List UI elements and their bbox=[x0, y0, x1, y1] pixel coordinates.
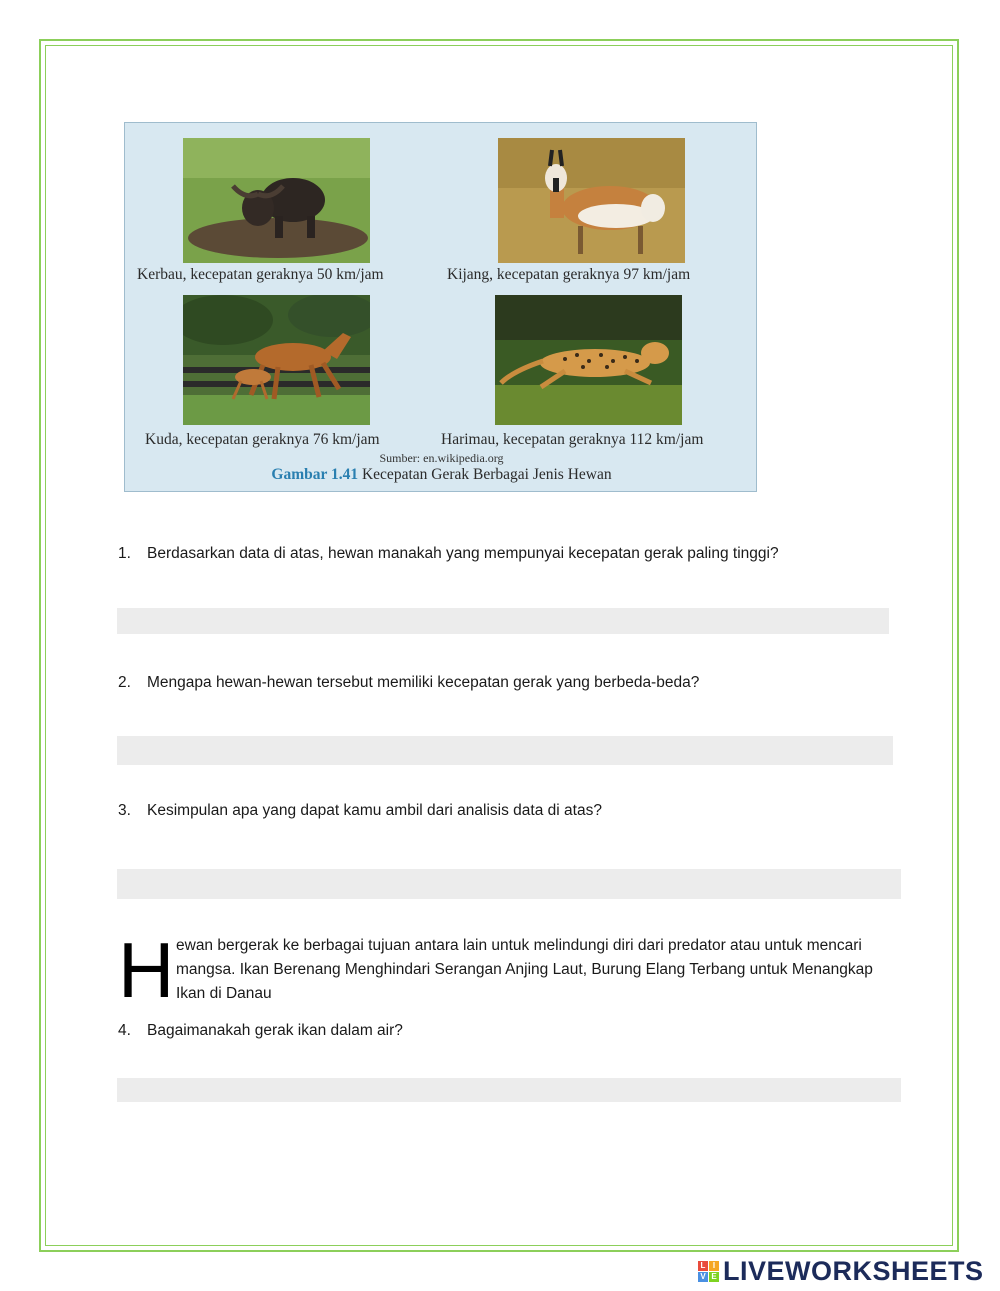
question-text: Kesimpulan apa yang dapat kamu ambil dari analisis data di atas? bbox=[147, 802, 602, 819]
brand-text: LIVEWORKSHEETS bbox=[723, 1255, 984, 1286]
question-3 bbox=[118, 802, 602, 820]
question-2 bbox=[118, 674, 699, 692]
answer-field-3[interactable] bbox=[117, 869, 901, 899]
liveworksheets-logo bbox=[698, 1256, 984, 1286]
paragraph-dropcap: H bbox=[118, 926, 175, 1014]
figure-source: Sumber: en.wikipedia.org bbox=[379, 451, 504, 465]
question-1 bbox=[118, 545, 779, 563]
answer-field-2[interactable] bbox=[117, 736, 893, 765]
horse-photo bbox=[183, 295, 370, 425]
figure-caption bbox=[125, 466, 758, 484]
antelope-photo bbox=[498, 138, 685, 263]
answer-field-4[interactable] bbox=[117, 1078, 901, 1102]
question-number: 1. bbox=[118, 545, 131, 562]
caption-kijang: Kijang, kecepatan geraknya 97 km/jam bbox=[447, 266, 691, 283]
intro-paragraph: ewan bergerak ke berbagai tujuan antara lain untuk melindungi diri dari predator atau untuk mencari mangsa. Ikan Berenang Menghindari Serangan Anjing Laut, Burung Elang Terbang untuk Menangkap Ikan di Danau bbox=[176, 937, 873, 1002]
question-text: Bagaimanakah gerak ikan dalam air? bbox=[147, 1022, 403, 1039]
caption-kerbau: Kerbau, kecepatan geraknya 50 km/jam bbox=[137, 266, 384, 283]
question-text: Mengapa hewan-hewan tersebut memiliki kecepatan gerak yang berbeda-beda? bbox=[147, 674, 700, 691]
question-number: 2. bbox=[118, 674, 131, 691]
live-logo-icon: L I V E bbox=[698, 1261, 719, 1282]
buffalo-photo bbox=[183, 138, 370, 263]
question-number: 3. bbox=[118, 802, 131, 819]
answer-field-1[interactable] bbox=[117, 608, 889, 634]
figure-title: Kecepatan Gerak Berbagai Jenis Hewan bbox=[361, 466, 612, 483]
caption-harimau: Harimau, kecepatan geraknya 112 km/jam bbox=[441, 431, 704, 448]
figure-number: Gambar 1.41 bbox=[271, 466, 359, 483]
question-number: 4. bbox=[118, 1022, 131, 1039]
question-4 bbox=[118, 1022, 403, 1040]
caption-kuda: Kuda, kecepatan geraknya 76 km/jam bbox=[145, 431, 380, 448]
question-text: Berdasarkan data di atas, hewan manakah yang mempunyai kecepatan gerak paling tinggi? bbox=[147, 545, 779, 562]
cheetah-photo bbox=[495, 295, 682, 425]
animal-speed-figure bbox=[124, 122, 757, 492]
